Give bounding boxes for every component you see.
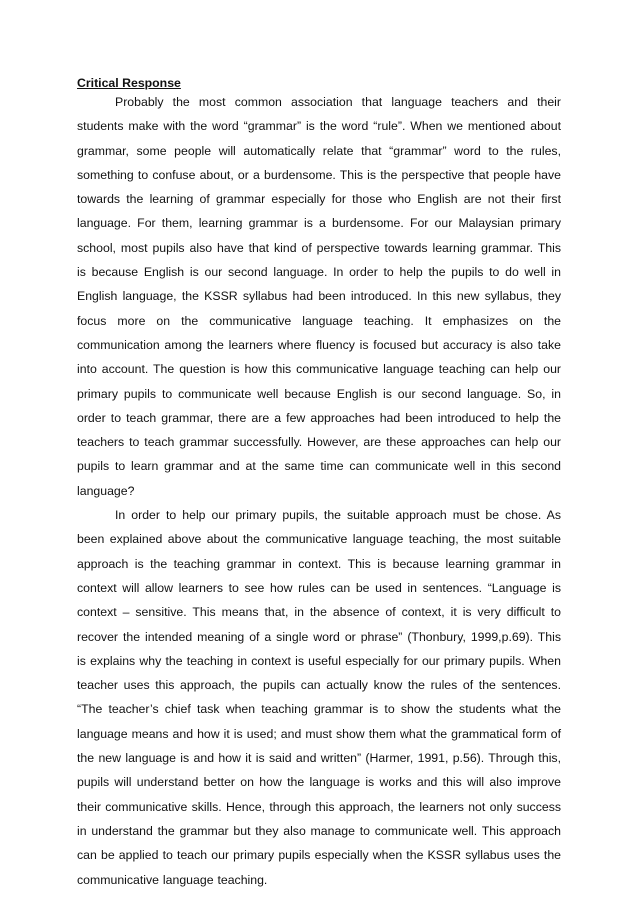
paragraph-2: In order to help our primary pupils, the suitable approach must be chose. As been explained above about the communicative language teaching, the most suitable approach is the teaching grammar in context. This is because learning grammar in context will allow learners to see how rules can be used in sentences. “Language is context – sensitive. This means that, in the absence of context, it is very difficult to recover the intended meaning of a single word or phrase” (Thonbury, 1999,p.69). This is explains why the teaching in context is useful especially for our primary pupils. When teacher uses this approach, the pupils can actually know the rules of the sentences. “The teacher’s chief task when teaching grammar is to show the students what the language means and how it is used; and must show them what the grammatical form of the new language is and how it is said and written” (Harmer, 1991, p.56). Through this, pupils will understand better on how the language is works and this will also improve their communicative skills. Hence, through this approach, the learners not only success in understand the grammar but they also manage to communicate well. This approach can be applied to teach our primary pupils especially when the KSSR syllabus uses the communicative language teaching. (77, 508, 561, 887)
section-heading: Critical Response (77, 76, 181, 90)
paragraph-1: Probably the most common association that language teachers and their students make with the word “grammar” is the word “rule”. When we mentioned about grammar, some people will automatically relate that “grammar” word to the rules, something to confuse about, or a burdensome. This is the perspective that people have towards the learning of grammar especially for those who English are not their first language. For them, learning grammar is a burdensome. For our Malaysian primary school, most pupils also have that kind of perspective towards learning grammar. This is because English is our second language. In order to help the pupils to do well in English language, the KSSR syllabus had been introduced. In this new syllabus, they focus more on the communicative language teaching. It emphasizes on the communication among the learners where fluency is focused but accuracy is also take into account. The question is how this communicative language teaching can help our primary pupils to communicate well because English is our second language. So, in order to teach grammar, there are a few approaches had been introduced to help the teachers to teach grammar successfully. However, are these approaches can help our pupils to learn grammar and at the same time can communicate well in this second language? (77, 95, 561, 498)
document-page (77, 76, 561, 892)
